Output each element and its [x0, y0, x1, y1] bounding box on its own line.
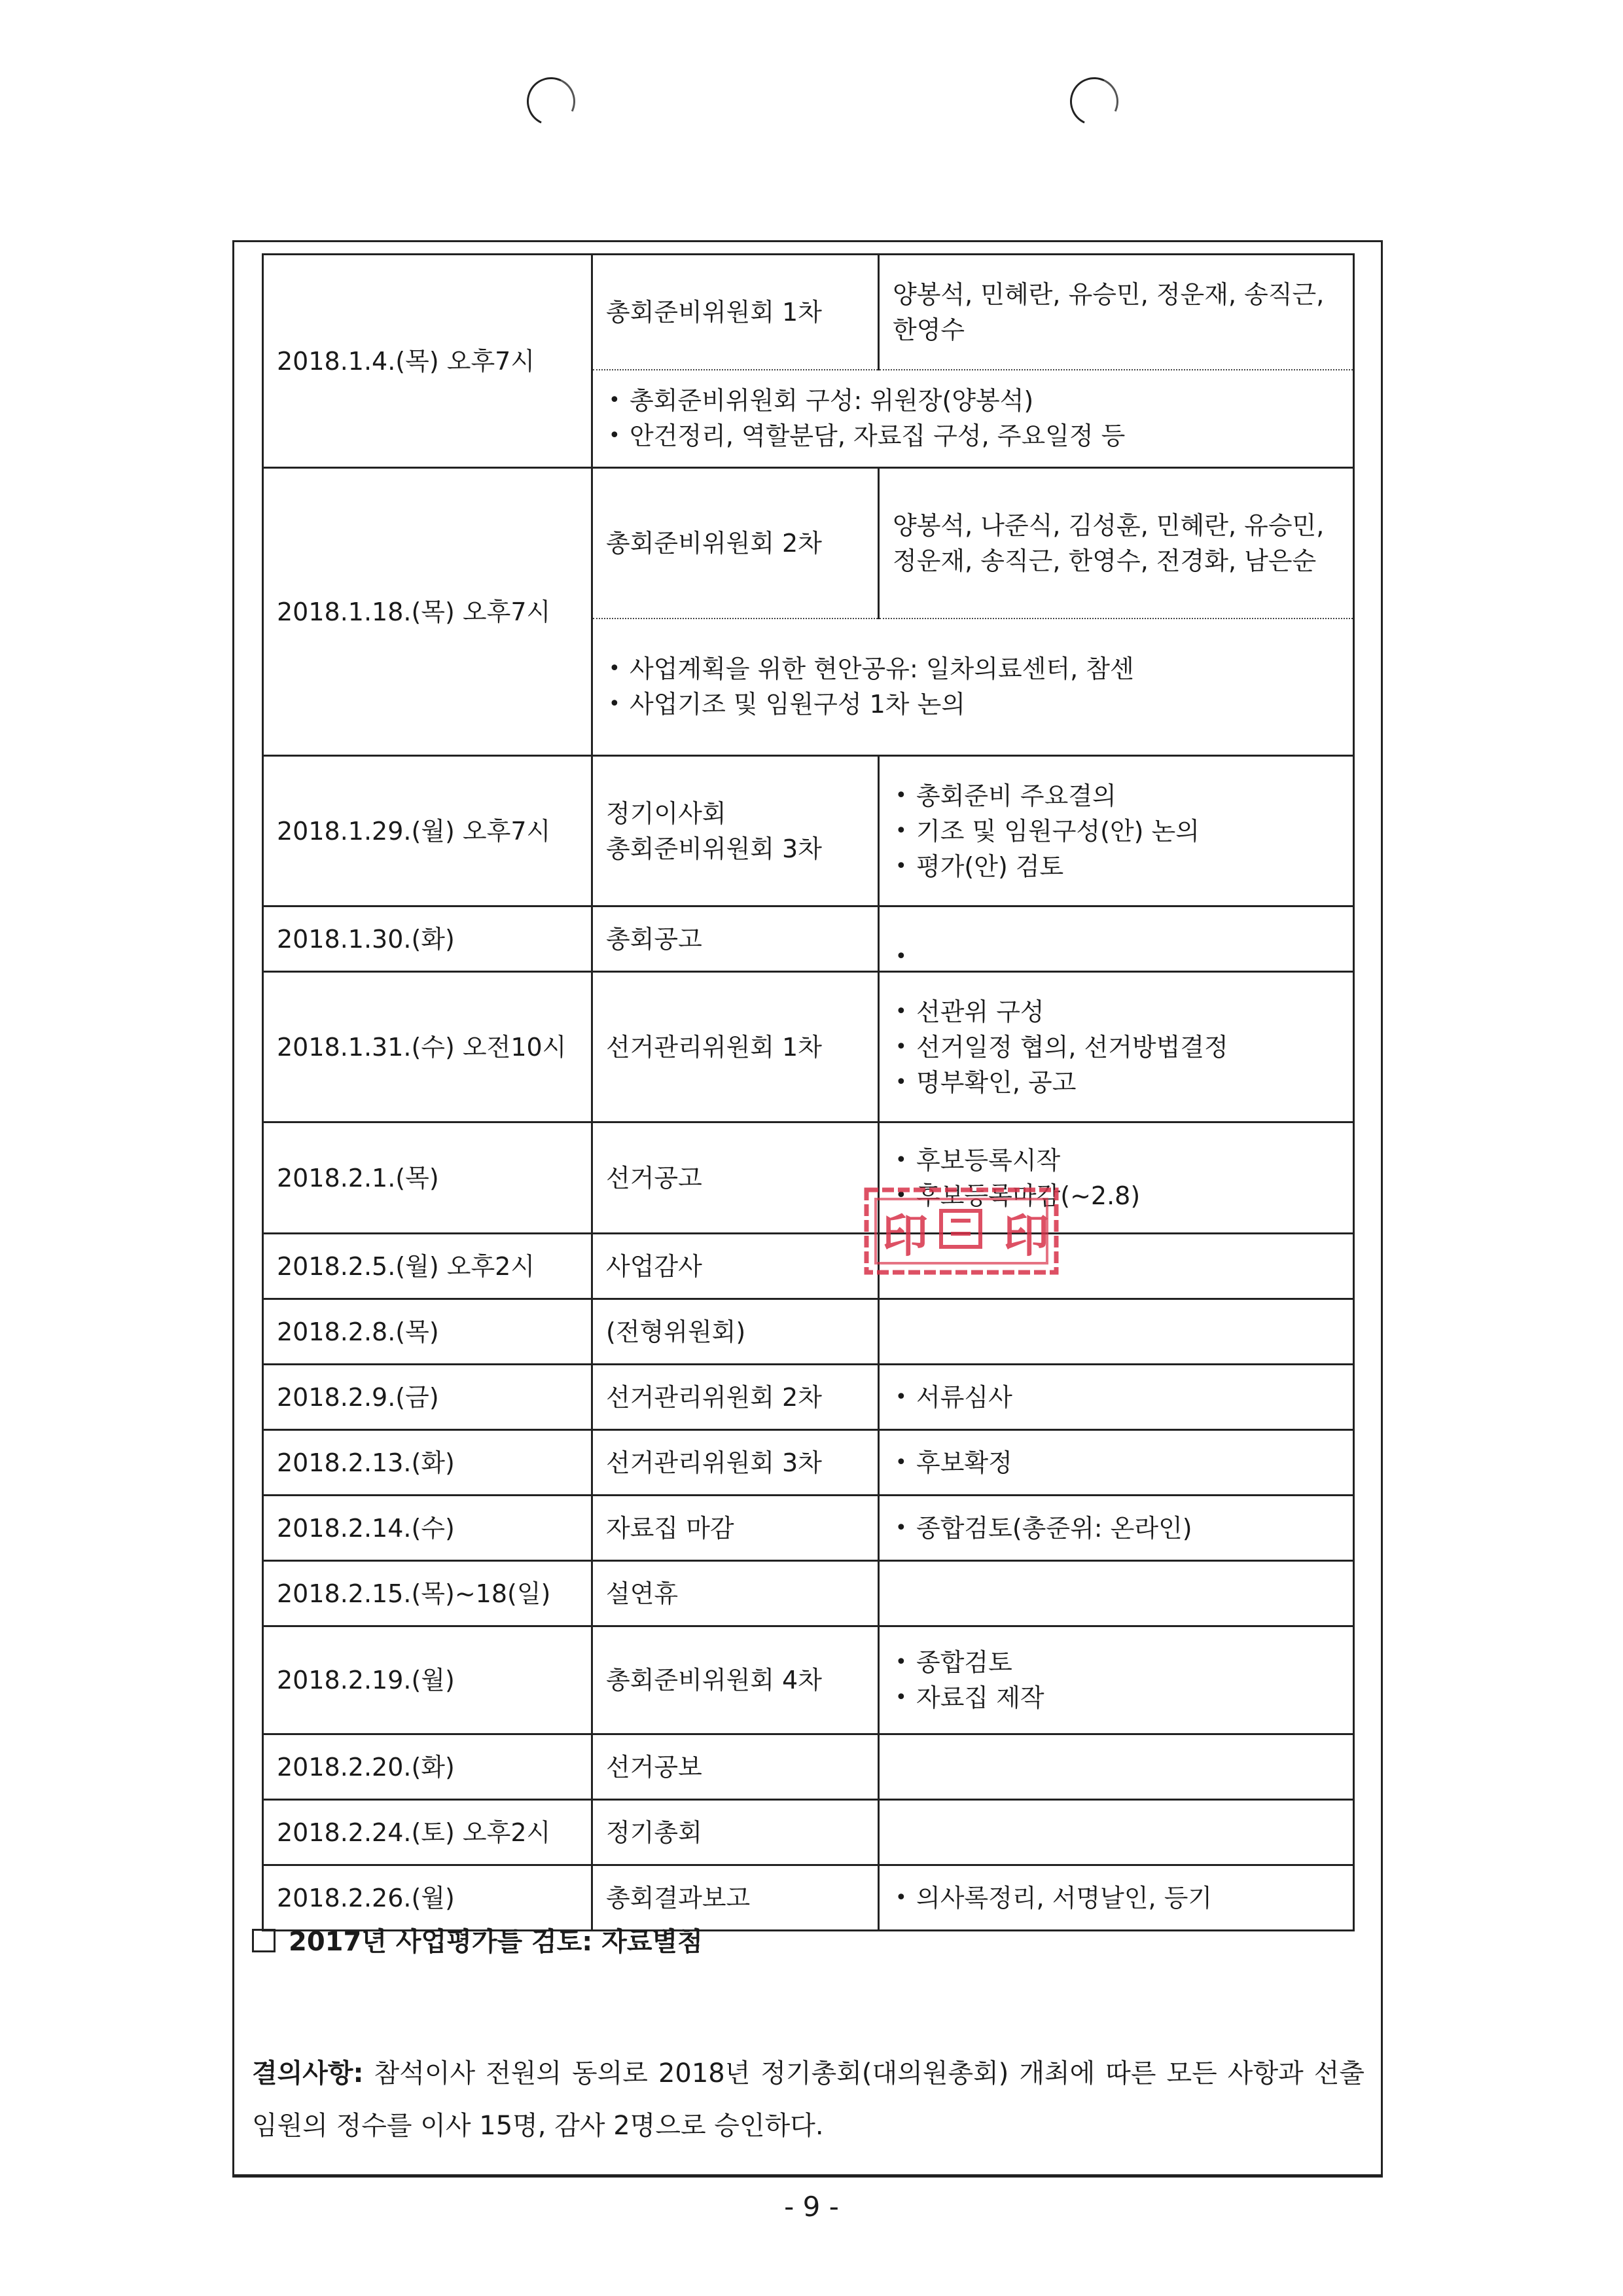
notes-cell: [879, 1865, 1354, 1931]
date-cell: [263, 972, 592, 1122]
schedule-row: [263, 1496, 1354, 1561]
schedule-row: [263, 756, 1354, 906]
attendees-text: 양봉석, 민혜란, 유승민, 정운재, 송직근, 한영수: [893, 279, 1325, 344]
date-cell: [263, 756, 592, 906]
note-item: • 명부확인, 공고: [893, 1065, 1340, 1100]
meeting-cell: [592, 1561, 879, 1626]
meeting-cell: [592, 1122, 879, 1234]
note-item: • 기조 및 임원구성(안) 논의: [893, 814, 1340, 849]
date-text: 2018.1.31.(수) 오전10시: [277, 1032, 567, 1062]
meeting-cell: [592, 1234, 879, 1299]
meeting-name: 총회준비위원회 2차: [606, 528, 822, 558]
page-number: - 9 -: [784, 2191, 839, 2223]
meeting-name: 자료집 마감: [606, 1513, 734, 1543]
meeting-cell: [592, 1496, 879, 1561]
meeting-name: 총회결과보고: [606, 1883, 751, 1912]
notes-cell: [592, 370, 1354, 468]
section-heading-text: 2017년 사업평가틀 검토: 자료별첨: [289, 1927, 703, 1957]
note-item: • 평가(안) 검토: [893, 849, 1340, 884]
notes-cell: [879, 756, 1354, 906]
notes-list: [893, 1645, 1340, 1715]
notes-list: [893, 778, 1340, 884]
notes-cell: [879, 972, 1354, 1122]
notes-cell: [879, 1734, 1354, 1800]
note-item: • 후보등록마감(~2.8): [893, 1178, 1340, 1213]
meeting-cell: [592, 1299, 879, 1365]
meeting-name: (전형위원회): [606, 1317, 746, 1346]
date-text: 2018.1.18.(목) 오후7시: [277, 597, 551, 626]
date-text: 2018.2.15.(목)~18(일): [277, 1579, 551, 1608]
schedule-row: [263, 1800, 1354, 1865]
meeting-name: 정기이사회: [606, 798, 726, 828]
date-text: 2018.1.4.(목) 오후7시: [277, 346, 535, 376]
notes-list: [606, 383, 1340, 454]
schedule-row: [263, 1299, 1354, 1365]
date-cell: [263, 1561, 592, 1626]
meeting-cell: [592, 1734, 879, 1800]
meeting-name: 총회준비위원회 1차: [606, 297, 822, 327]
meeting-name: 선거공보: [606, 1752, 702, 1782]
date-cell: [263, 255, 592, 468]
note-item: • 종합검토: [893, 1645, 1340, 1680]
svg-text:印: 印: [882, 1209, 928, 1263]
attendees-cell: [879, 468, 1354, 619]
date-cell: [263, 906, 592, 972]
schedule-row: [263, 1234, 1354, 1299]
date-text: 2018.1.30.(화): [277, 924, 455, 954]
meeting-cell: [592, 906, 879, 972]
schedule-row: [263, 468, 1354, 619]
date-text: 2018.2.26.(월): [277, 1883, 455, 1912]
meeting-cell: [592, 756, 879, 906]
notes-cell: [879, 1800, 1354, 1865]
date-cell: [263, 1122, 592, 1234]
meeting-cell: [592, 1430, 879, 1496]
date-text: 2018.2.24.(토) 오후2시: [277, 1818, 551, 1847]
meeting-cell: [592, 972, 879, 1122]
decision-paragraph: [252, 2047, 1364, 2152]
date-cell: [263, 1365, 592, 1430]
note-item: • 서류심사: [893, 1380, 1340, 1415]
attendees-cell: [879, 255, 1354, 370]
date-cell: [263, 1626, 592, 1734]
notes-list: [893, 1380, 1340, 1415]
attendees-text: 양봉석, 나준식, 김성훈, 민혜란, 유승민, 정운재, 송직근, 한영수, 전경화, 남은순: [893, 511, 1325, 575]
section-heading: [252, 1921, 703, 1958]
notes-cell: [879, 1430, 1354, 1496]
date-text: 2018.2.19.(월): [277, 1666, 455, 1695]
notes-cell: [592, 619, 1354, 756]
date-text: 2018.2.1.(목): [277, 1163, 439, 1193]
notes-cell: [879, 1299, 1354, 1365]
note-item: • 후보확정: [893, 1445, 1340, 1480]
schedule-row: [263, 1122, 1354, 1234]
meeting-name: 총회준비위원회 4차: [606, 1666, 822, 1695]
note-item: • 사업기조 및 임원구성 1차 논의: [606, 687, 1340, 722]
date-text: 2018.2.14.(수): [277, 1513, 455, 1543]
notes-list: [893, 1880, 1340, 1916]
note-item: • 선관위 구성: [893, 994, 1340, 1030]
notes-cell: [879, 1626, 1354, 1734]
punch-hole-right: [1063, 71, 1126, 133]
schedule-row: [263, 972, 1354, 1122]
note-item: • 후보등록시작: [893, 1143, 1340, 1178]
decision-label: 결의사항:: [252, 2058, 364, 2089]
meeting-name: 총회준비위원회 3차: [606, 834, 822, 863]
meeting-cell: [592, 1365, 879, 1430]
note-item: • 총회준비 주요결의: [893, 778, 1340, 814]
note-item: • 종합검토(총준위: 온라인): [893, 1511, 1340, 1546]
schedule-row: [263, 255, 1354, 370]
meeting-name: 총회공고: [606, 924, 702, 954]
date-cell: [263, 1430, 592, 1496]
notes-list: [893, 1445, 1340, 1480]
notes-cell: [879, 1561, 1354, 1626]
date-cell: [263, 1234, 592, 1299]
schedule-row: [263, 1561, 1354, 1626]
schedule-table: [262, 253, 1355, 1931]
note-item: • 총회준비위원회 구성: 위원장(양봉석): [606, 383, 1340, 418]
meeting-cell: [592, 1626, 879, 1734]
meeting-name: 선거공고: [606, 1163, 702, 1193]
date-text: 2018.2.13.(화): [277, 1448, 455, 1477]
date-cell: [263, 1734, 592, 1800]
date-cell: [263, 1496, 592, 1561]
date-cell: [263, 468, 592, 756]
decision-text: 참석이사 전원의 동의로 2018년 정기총회(대의원총회) 개최에 따른 모든 사항과 선출 임원의 정수를 이사 15명, 감사 2명으로 승인하다.: [252, 2058, 1364, 2141]
svg-text:印: 印: [1003, 1209, 1049, 1263]
meeting-name: 사업감사: [606, 1251, 702, 1281]
note-item: • 선거일정 협의, 선거방법결정: [893, 1030, 1340, 1065]
date-text: 2018.2.20.(화): [277, 1752, 455, 1782]
meeting-cell: [592, 1800, 879, 1865]
notes-list: [893, 1511, 1340, 1546]
seal-stamp: [863, 1178, 1062, 1276]
notes-cell: [879, 1365, 1354, 1430]
meeting-name: 정기총회: [606, 1818, 702, 1847]
punch-hole-left: [520, 71, 582, 133]
schedule-row: [263, 906, 1354, 972]
meeting-name: 선거관리위원회 1차: [606, 1032, 822, 1062]
meeting-name: 선거관리위원회 3차: [606, 1448, 822, 1477]
date-cell: [263, 1299, 592, 1365]
checkbox-icon: [252, 1929, 276, 1952]
meeting-cell: [592, 468, 879, 619]
date-text: 2018.2.5.(월) 오후2시: [277, 1251, 535, 1281]
note-item: • 자료집 제작: [893, 1680, 1340, 1715]
date-cell: [263, 1800, 592, 1865]
note-item: • 사업계획을 위한 현안공유: 일차의료센터, 참센: [606, 651, 1340, 687]
notes-cell: [879, 1496, 1354, 1561]
notes-cell: [879, 906, 1354, 972]
date-text: 2018.1.29.(월) 오후7시: [277, 816, 551, 846]
date-text: 2018.2.9.(금): [277, 1382, 439, 1412]
note-item: • 안건정리, 역할분담, 자료집 구성, 주요일정 등: [606, 418, 1340, 454]
notes-list: [606, 651, 1340, 722]
notes-list: [893, 994, 1340, 1100]
schedule-row: [263, 1734, 1354, 1800]
meeting-name: 설연휴: [606, 1579, 679, 1608]
meeting-name: 선거관리위원회 2차: [606, 1382, 822, 1412]
schedule-row: [263, 1626, 1354, 1734]
schedule-row: [263, 1365, 1354, 1430]
date-text: 2018.2.8.(목): [277, 1317, 439, 1346]
note-item: • 의사록정리, 서명날인, 등기: [893, 1880, 1340, 1916]
schedule-row: [263, 1430, 1354, 1496]
meeting-cell: [592, 255, 879, 370]
